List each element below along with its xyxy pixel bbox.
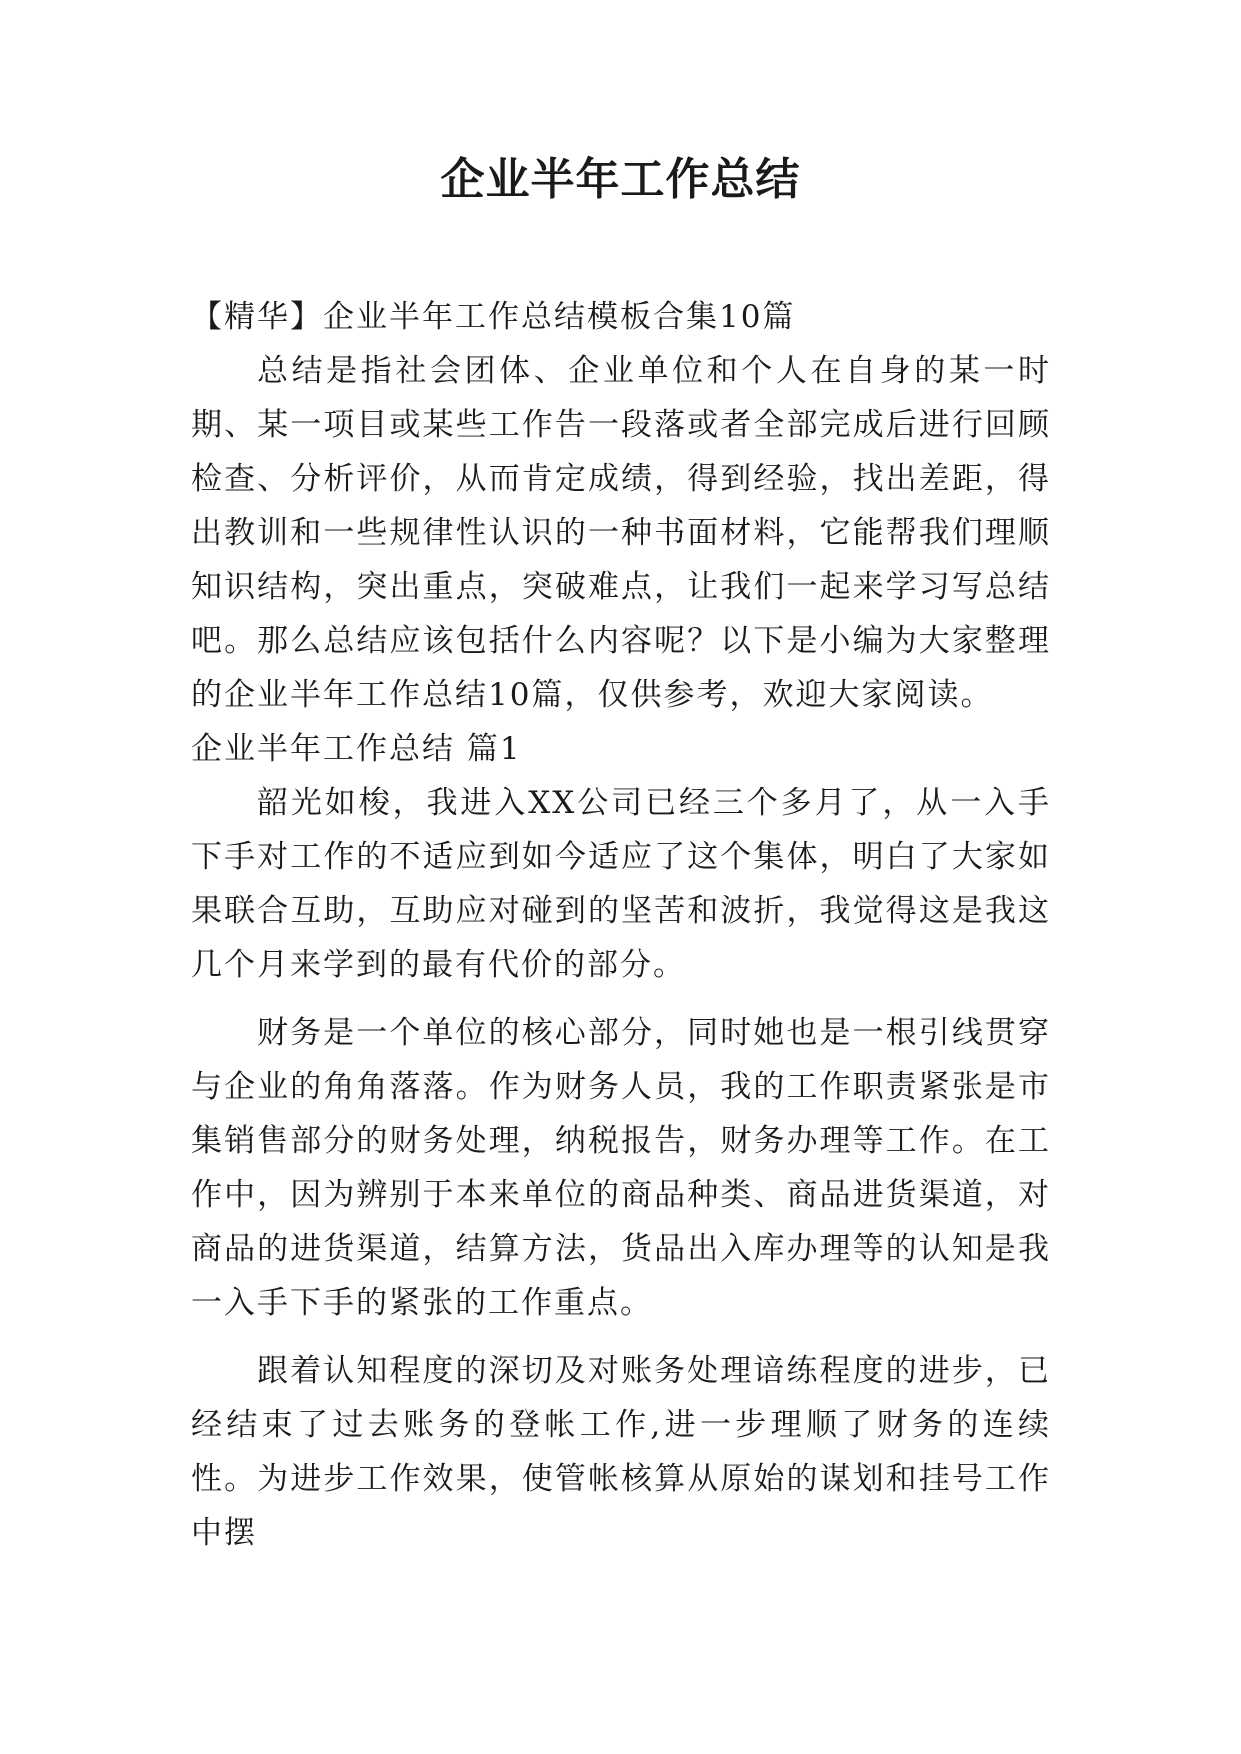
body-paragraph-2: 财务是一个单位的核心部分，同时她也是一根引线贯穿与企业的角角落落。作为财务人员，我的工作职责紧张是市集销售部分的财务处理，纳税报告，财务办理等工作。在工作中，因为辨别于本来单位的商品种类、商品进货渠道，对商品的进货渠道，结算方法，货品出入库办理等的认知是我一入手下手的紧张的工作重点。 <box>191 1015 1051 1321</box>
document-title: 企业半年工作总结 <box>440 154 801 205</box>
section-heading: 企业半年工作总结 篇1 <box>191 731 522 767</box>
body-paragraph-3: 跟着认知程度的深切及对账务处理谙练程度的进步，已经结束了过去账务的登帐工作,进一步理顺了财务的连续性。为进步工作效果，使管帐核算从原始的谋划和挂号工作中摆 <box>191 1353 1051 1551</box>
intro-paragraph: 总结是指社会团体、企业单位和个人在自身的某一时期、某一项目或某些工作告一段落或者全部完成后进行回顾检查、分析评价，从而肯定成绩，得到经验，找出差距，得出教训和一些规律性认识的一种书面材料，它能帮我们理顺知识结构，突出重点，突破难点，让我们一起来学习写总结吧。那么总结应该包括什么内容呢？以下是小编为大家整理的企业半年工作总结10篇，仅供参考，欢迎大家阅读。 <box>191 353 1051 713</box>
document-subtitle: 【精华】企业半年工作总结模板合集10篇 <box>191 299 796 335</box>
document-body <box>191 290 1051 1560</box>
body-paragraph-1: 韶光如梭，我进入XX公司已经三个多月了，从一入手下手对工作的不适应到如今适应了这个集体，明白了大家如果联合互助，互助应对碰到的坚苦和波折，我觉得这是我这几个月来学到的最有代价的部分。 <box>191 785 1051 983</box>
